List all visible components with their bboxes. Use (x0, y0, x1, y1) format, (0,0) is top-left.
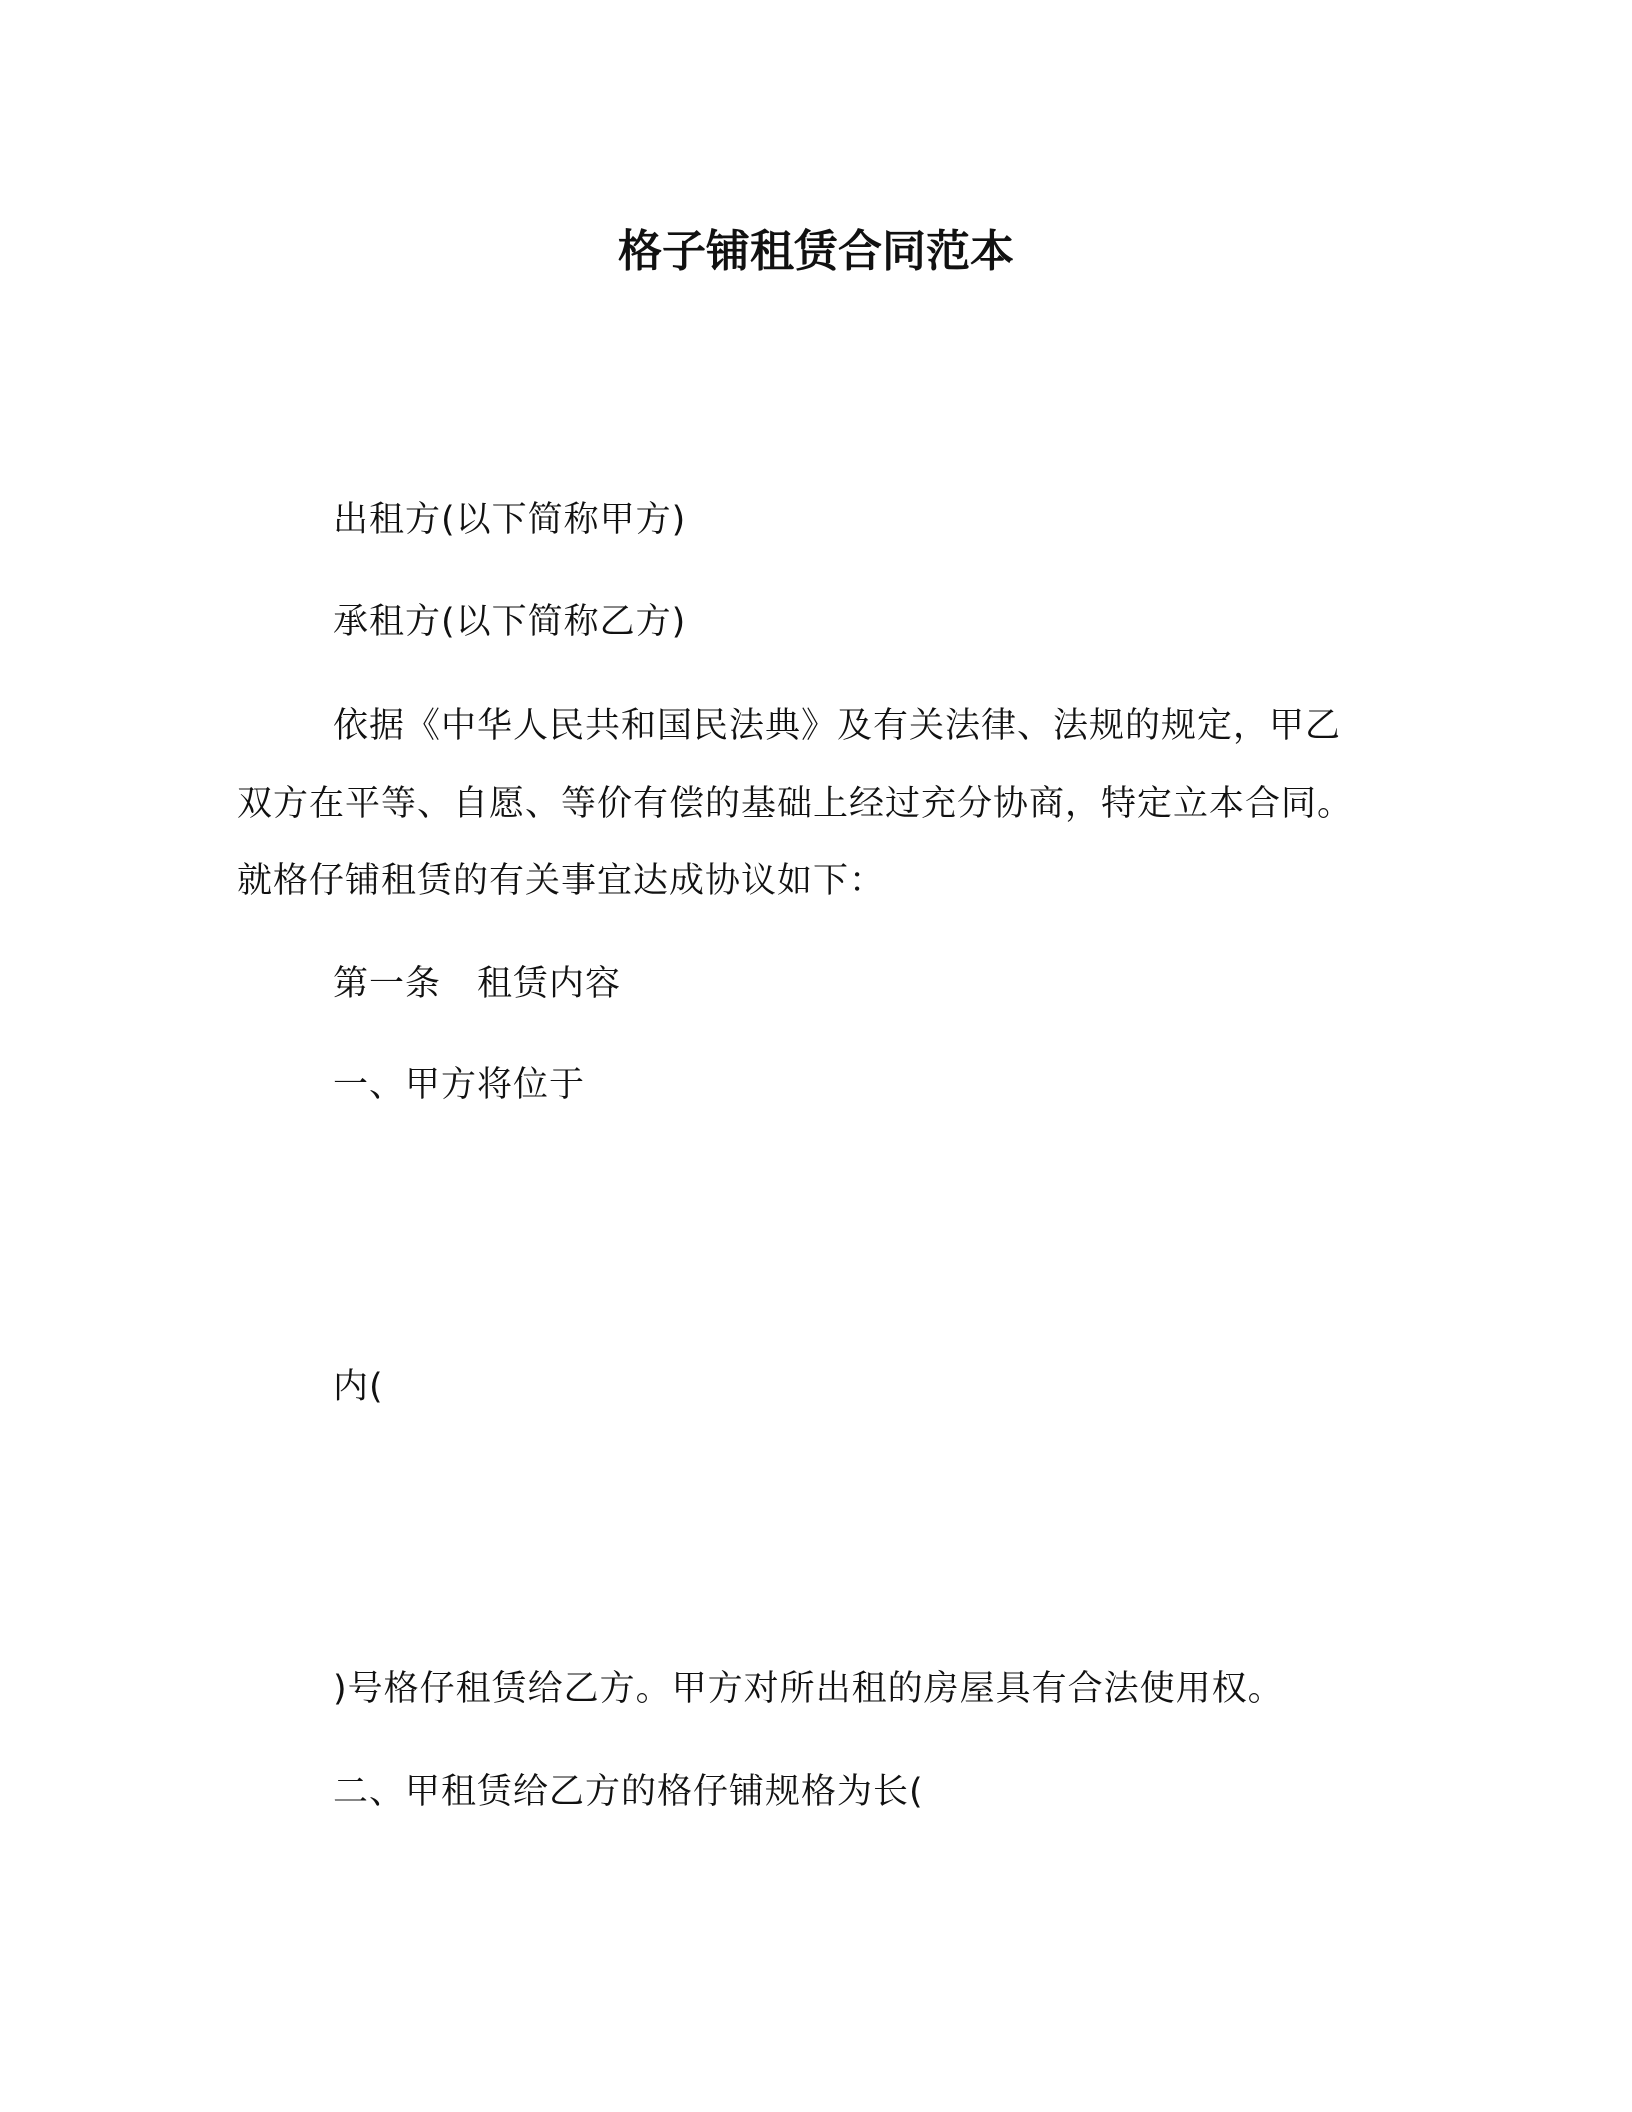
intro-paragraph-line-2: 双方在平等、自愿、等价有偿的基础上经过充分协商，特定立本合同。 (237, 784, 1354, 824)
clause-1-inner: 内( (333, 1367, 384, 1407)
intro-paragraph-line-1: 依据《中华人民共和国民法典》及有关法律、法规的规定，甲乙 (333, 706, 1342, 746)
clause-1-end: )号格仔租赁给乙方。甲方对所出租的房屋具有合法使用权。 (333, 1669, 1284, 1709)
clause-1-start: 一、甲方将位于 (333, 1065, 586, 1105)
lessee-line: 承租方(以下简称乙方) (333, 602, 687, 642)
document-title: 格子铺租赁合同范本 (618, 226, 1014, 277)
lessor-line: 出租方(以下简称甲方) (333, 500, 687, 540)
article-1-heading: 第一条 租赁内容 (333, 964, 622, 1004)
intro-paragraph-line-3: 就格仔铺租赁的有关事宜达成协议如下： (237, 861, 886, 901)
clause-2-start: 二、甲租赁给乙方的格仔铺规格为长( (333, 1772, 924, 1812)
